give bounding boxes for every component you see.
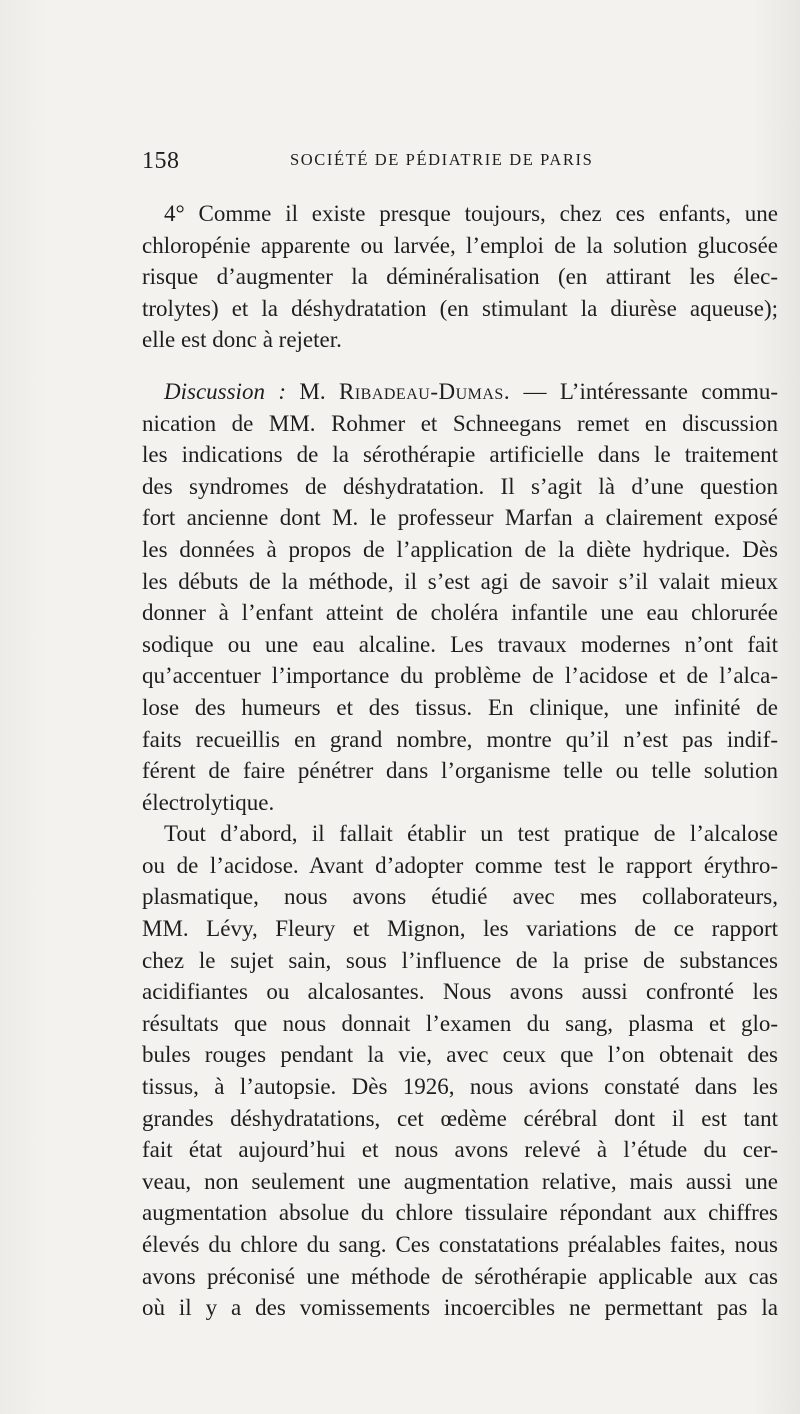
text-line: sodique ou une eau alcaline. Les travaux modernes n’ont fait [142, 631, 778, 657]
text-line: veau, non seulement une augmentation relative, mais aussi une [142, 1168, 778, 1194]
speaker-prefix: M. [299, 378, 326, 404]
text-line: faits recueillis en grand nombre, montre qu’il n’est pas indif- [142, 726, 778, 752]
text-line: élevés du chlore du sang. Ces constatations préalables faites, nous [142, 1232, 778, 1257]
body-text [142, 198, 778, 1324]
text-line: tissus, à l’autopsie. Dès 1926, nous avions constaté dans les [142, 1074, 778, 1100]
paragraph-test-method [142, 818, 778, 1324]
speaker-name: Ribadeau-Dumas. [338, 378, 511, 404]
text-line: chez le sujet sain, sous l’influence de la prise de substances [142, 947, 778, 973]
text-line: augmentation absolue du chlore tissulaire répondant aux chiffres [142, 1200, 778, 1226]
text-line: lose des humeurs et des tissus. En clinique, une infinité de [142, 694, 778, 720]
discussion-first-line-rest: — L’intéressante commu- [523, 378, 779, 404]
text-line: les données à propos de l’application de la diète hydrique. Dès [142, 536, 778, 562]
text-line: plasmatique, nous avons étudié avec mes collaborateurs, [142, 884, 778, 910]
paragraph-spacer [142, 356, 778, 376]
paragraph-conclusion-4 [142, 198, 778, 356]
paragraph-discussion [142, 376, 778, 818]
text-line: 4° Comme il existe presque toujours, chez ces enfants, une [164, 201, 778, 226]
text-line: chloropénie apparente ou larvée, l’emploi de la solution glucosée [142, 232, 778, 258]
text-line: résultats que nous donnait l’examen du sang, plasma et glo- [142, 1010, 778, 1036]
running-title: SOCIÉTÉ DE PÉDIATRIE DE PARIS [290, 150, 594, 169]
text-line: donner à l’enfant atteint de choléra infantile une eau chlorurée [142, 600, 778, 626]
text-line: trolytes) et la déshydratation (en stimulant la diurèse aqueuse); [142, 295, 778, 321]
text-line: bules rouges pendant la vie, avec ceux que l’on obtenait des [142, 1042, 778, 1068]
text-line: Tout d’abord, il fallait établir un test pratique de l’alcalose [164, 821, 778, 847]
text-line: acidifiantes ou alcalosantes. Nous avons aussi confronté les [142, 979, 778, 1005]
page-number: 158 [142, 148, 180, 174]
text-line: fort ancienne dont M. le professeur Marfan a clairement exposé [142, 505, 778, 531]
page-header [142, 148, 622, 178]
text-line: férent de faire pénétrer dans l’organisme telle ou telle solution [142, 758, 778, 784]
text-line: électrolytique. [142, 789, 275, 815]
text-line: nication de MM. Rohmer et Schneegans remet en discussion [142, 410, 778, 436]
discussion-label: Discussion : [164, 378, 286, 404]
text-line: risque d’augmenter la déminéralisation (en attirant les élec- [142, 264, 778, 290]
text-line: où il y a des vomissements incoercibles ne permettant pas la [142, 1295, 778, 1321]
text-line: les indications de la sérothérapie artificielle dans le traitement [142, 442, 778, 468]
text-line: avons préconisé une méthode de sérothérapie applicable aux cas [142, 1263, 778, 1289]
text-line: elle est donc à rejeter. [142, 327, 342, 353]
text-line: grandes déshydratations, cet œdème cérébral dont il est tant [142, 1105, 778, 1131]
discussion-first-line [142, 376, 778, 408]
text-line: les débuts de la méthode, il s’est agi de savoir s’il valait mieux [142, 568, 778, 594]
text-line: fait état aujourd’hui et nous avons relevé à l’étude du cer- [142, 1137, 778, 1163]
text-line: ou de l’acidose. Avant d’adopter comme test le rapport érythro- [142, 852, 778, 878]
text-line: des syndromes de déshydratation. Il s’agit là d’une question [142, 473, 778, 499]
text-line: MM. Lévy, Fleury et Mignon, les variations de ce rapport [142, 916, 778, 942]
text-line: qu’accentuer l’importance du problème de l’acidose et de l’alca- [142, 663, 778, 689]
